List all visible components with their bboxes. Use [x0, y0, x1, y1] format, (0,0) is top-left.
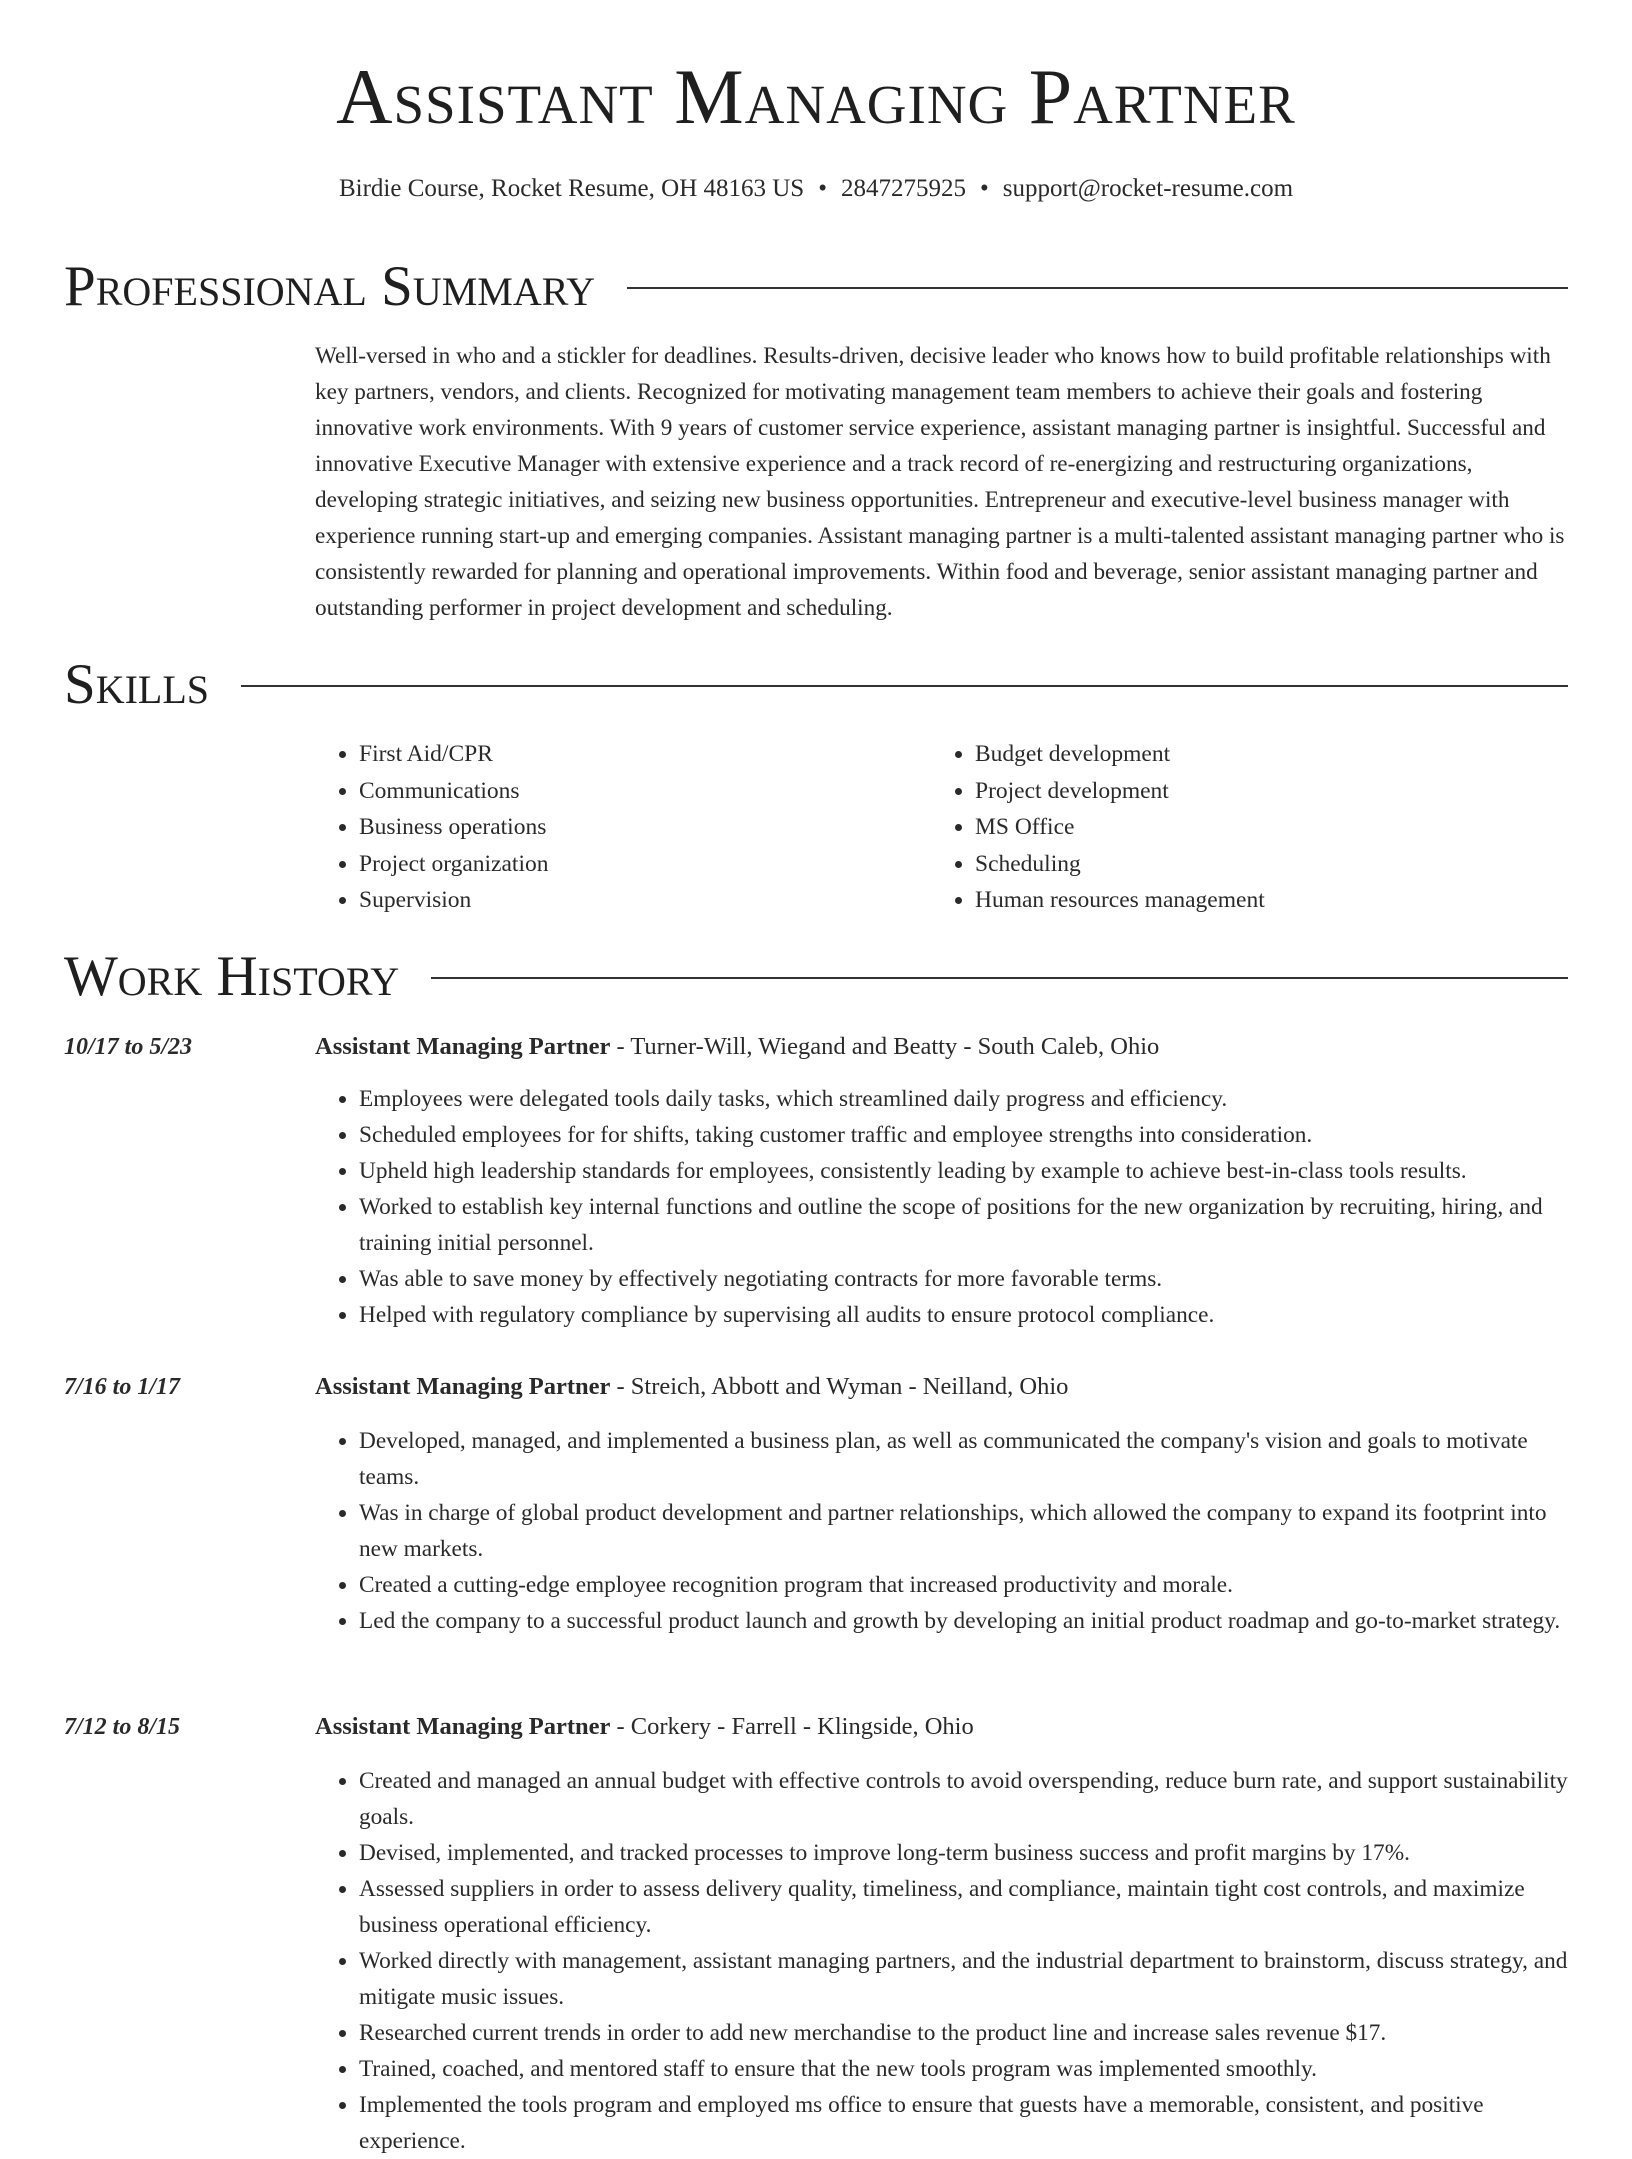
job-dates: 7/16 to 1/17	[64, 1374, 181, 1400]
job-company: - Corkery - Farrell - Klingside, Ohio	[610, 1713, 974, 1740]
contact-address: Birdie Course, Rocket Resume, OH 48163 US	[338, 175, 805, 202]
job-bullet: • Implemented the tools program and employed ms office to ensure that guests have a memorable, consistent, and positive experience.	[359, 2087, 1569, 2159]
work-section-header	[64, 945, 1568, 1008]
skill-item: • MS Office	[975, 809, 1547, 846]
summary-section-header	[64, 255, 1568, 318]
job-bullets	[315, 1763, 1569, 2159]
job-bullet: • Was in charge of global product development and partner relationships, which allowed the company to expand its footprint into new markets.	[359, 1495, 1569, 1567]
skill-item: • Project development	[975, 773, 1547, 810]
skill-item: • Supervision	[359, 882, 931, 919]
contact-phone: 2847275925	[840, 175, 966, 202]
job-dates: 7/12 to 8/15	[64, 1714, 181, 1740]
skills-list	[315, 736, 1569, 919]
job-bullet: • Employees were delegated tools daily tasks, which streamlined daily progress and efficiency.	[359, 1081, 1569, 1117]
summary-text: Well-versed in who and a stickler for deadlines. Results-driven, decisive leader who knows how to build profitable relationships with key partners, vendors, and clients. Recognized for motivating management team members to achieve their goals and fostering innovative work environments. With 9 years of customer service experience, assistant managing partner is insightful. Successful and innovative Executive Manager with extensive experience and a track record of re-energizing and restructuring organizations, developing strategic initiatives, and seizing new business opportunities. Entrepreneur and executive-level business manager with experience running start-up and emerging companies. Assistant managing partner is a multi-talented assistant managing partner who is consistently rewarded for planning and operational improvements. Within food and beverage, senior assistant managing partner and outstanding performer in project development and scheduling.	[315, 343, 1565, 621]
job-bullet: • Created a cutting-edge employee recognition program that increased productivity and morale.	[359, 1567, 1569, 1603]
job-bullet: • Led the company to a successful product launch and growth by developing an initial product roadmap and go-to-market strategy.	[359, 1603, 1569, 1639]
job-title: Assistant Managing Partner	[315, 1373, 611, 1400]
skill-item: • Human resources management	[975, 882, 1547, 919]
skill-item: • Business operations	[359, 809, 931, 846]
job-bullet: • Was able to save money by effectively negotiating contracts for more favorable terms.	[359, 1261, 1569, 1297]
job-title: Assistant Managing Partner	[315, 1713, 611, 1740]
skill-item: • Scheduling	[975, 846, 1547, 883]
skills-section-header	[64, 653, 1568, 716]
skills-column-right	[931, 736, 1547, 919]
section-divider	[431, 977, 1568, 979]
job-heading	[315, 1715, 974, 1740]
section-divider	[627, 287, 1568, 289]
contact-line	[0, 176, 1632, 201]
skill-item: • Communications	[359, 773, 931, 810]
job-bullet: • Developed, managed, and implemented a business plan, as well as communicated the company's vision and goals to motivate teams.	[359, 1423, 1569, 1495]
skills-section-title: Skills	[64, 653, 210, 716]
section-divider	[241, 685, 1568, 687]
job-company: - Streich, Abbott and Wyman - Neilland, Ohio	[610, 1373, 1069, 1400]
summary-section-title: Professional Summary	[64, 255, 596, 318]
contact-separator: •	[818, 175, 827, 202]
skills-column-left	[315, 736, 931, 919]
job-title: Assistant Managing Partner	[315, 1033, 611, 1060]
job-bullet: • Scheduled employees for for shifts, taking customer traffic and employee strengths into consideration.	[359, 1117, 1569, 1153]
job-bullet: • Assessed suppliers in order to assess delivery quality, timeliness, and compliance, maintain tight cost controls, and maximize business operational efficiency.	[359, 1871, 1569, 1943]
job-bullet: • Created and managed an annual budget with effective controls to avoid overspending, reduce burn rate, and support sustainability goals.	[359, 1763, 1569, 1835]
work-section-title: Work History	[64, 945, 400, 1008]
skill-item: • First Aid/CPR	[359, 736, 931, 773]
job-bullet: • Worked to establish key internal functions and outline the scope of positions for the new organization by recruiting, hiring, and training initial personnel.	[359, 1189, 1569, 1261]
job-bullet: • Worked directly with management, assistant managing partners, and the industrial department to brainstorm, discuss strategy, and mitigate music issues.	[359, 1943, 1569, 2015]
job-heading	[315, 1375, 1068, 1400]
resume-name: Assistant Managing Partner	[336, 53, 1296, 140]
skill-item: • Project organization	[359, 846, 931, 883]
job-bullet: • Researched current trends in order to add new merchandise to the product line and increase sales revenue $17.	[359, 2015, 1569, 2051]
contact-email[interactable]: support@rocket-resume.com	[1002, 175, 1294, 202]
job-heading	[315, 1035, 1159, 1060]
skill-item: • Budget development	[975, 736, 1547, 773]
job-bullets	[315, 1081, 1569, 1333]
job-dates: 10/17 to 5/23	[64, 1034, 193, 1060]
job-bullets	[315, 1423, 1569, 1639]
job-bullet: • Upheld high leadership standards for employees, consistently leading by example to achieve best-in-class tools results.	[359, 1153, 1569, 1189]
job-company: - Turner-Will, Wiegand and Beatty - South Caleb, Ohio	[610, 1033, 1160, 1060]
job-bullet: • Trained, coached, and mentored staff to ensure that the new tools program was implemented smoothly.	[359, 2051, 1569, 2087]
job-bullet: • Helped with regulatory compliance by supervising all audits to ensure protocol compliance.	[359, 1297, 1569, 1333]
job-bullet: • Devised, implemented, and tracked processes to improve long-term business success and profit margins by 17%.	[359, 1835, 1569, 1871]
contact-separator: •	[979, 175, 989, 202]
